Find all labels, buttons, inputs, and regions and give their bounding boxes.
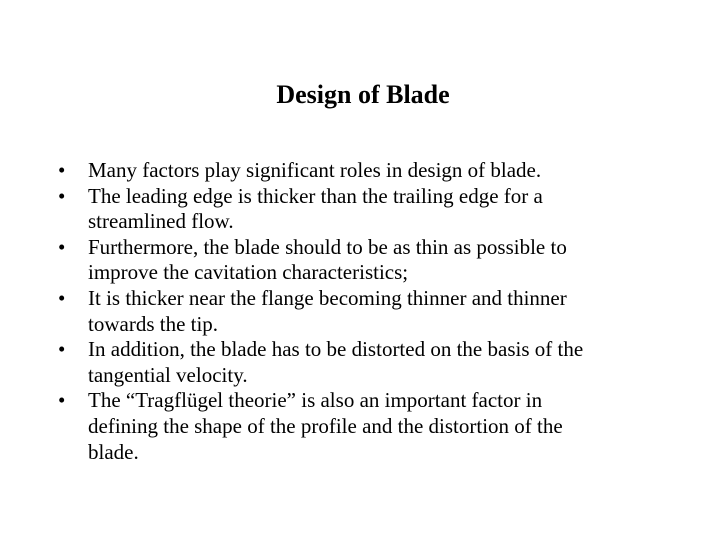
- bullet-item: [58, 184, 668, 235]
- slide-title: [0, 78, 720, 112]
- bullet-icon: •: [58, 183, 66, 208]
- bullet-icon: •: [58, 234, 66, 259]
- bullet-item: [58, 158, 668, 184]
- bullet-icon: •: [58, 337, 66, 362]
- bullet-item: [58, 235, 668, 286]
- bullet-text-line: towards the tip.: [88, 311, 219, 336]
- bullet-item: [58, 286, 668, 337]
- bullet-text-line: blade.: [88, 439, 139, 464]
- bullet-text-line: Many factors play significant roles in design of blade.: [88, 158, 542, 182]
- bullet-text-line: The leading edge is thicker than the trailing edge for a: [88, 183, 543, 208]
- bullet-icon: •: [58, 285, 66, 310]
- bullet-text-line: The “Tragflügel theorie” is also an important factor in: [88, 388, 543, 413]
- bullet-icon: •: [58, 388, 66, 413]
- bullet-text-line: improve the cavitation characteristics;: [88, 260, 409, 285]
- bullet-list: [58, 158, 668, 465]
- slide-title-text: Design of Blade: [276, 80, 450, 109]
- bullet-text-line: streamlined flow.: [88, 209, 234, 234]
- bullet-text-line: Furthermore, the blade should to be as thin as possible to: [88, 234, 567, 259]
- bullet-text-line: In addition, the blade has to be distorted on the basis of the: [88, 337, 584, 362]
- bullet-item: [58, 337, 668, 388]
- bullet-text-line: It is thicker near the flange becoming thinner and thinner: [88, 285, 567, 310]
- bullet-item: [58, 388, 668, 465]
- bullet-text-line: tangential velocity.: [88, 362, 248, 387]
- bullet-text-line: defining the shape of the profile and the distortion of the: [88, 413, 563, 438]
- bullet-icon: •: [58, 158, 66, 182]
